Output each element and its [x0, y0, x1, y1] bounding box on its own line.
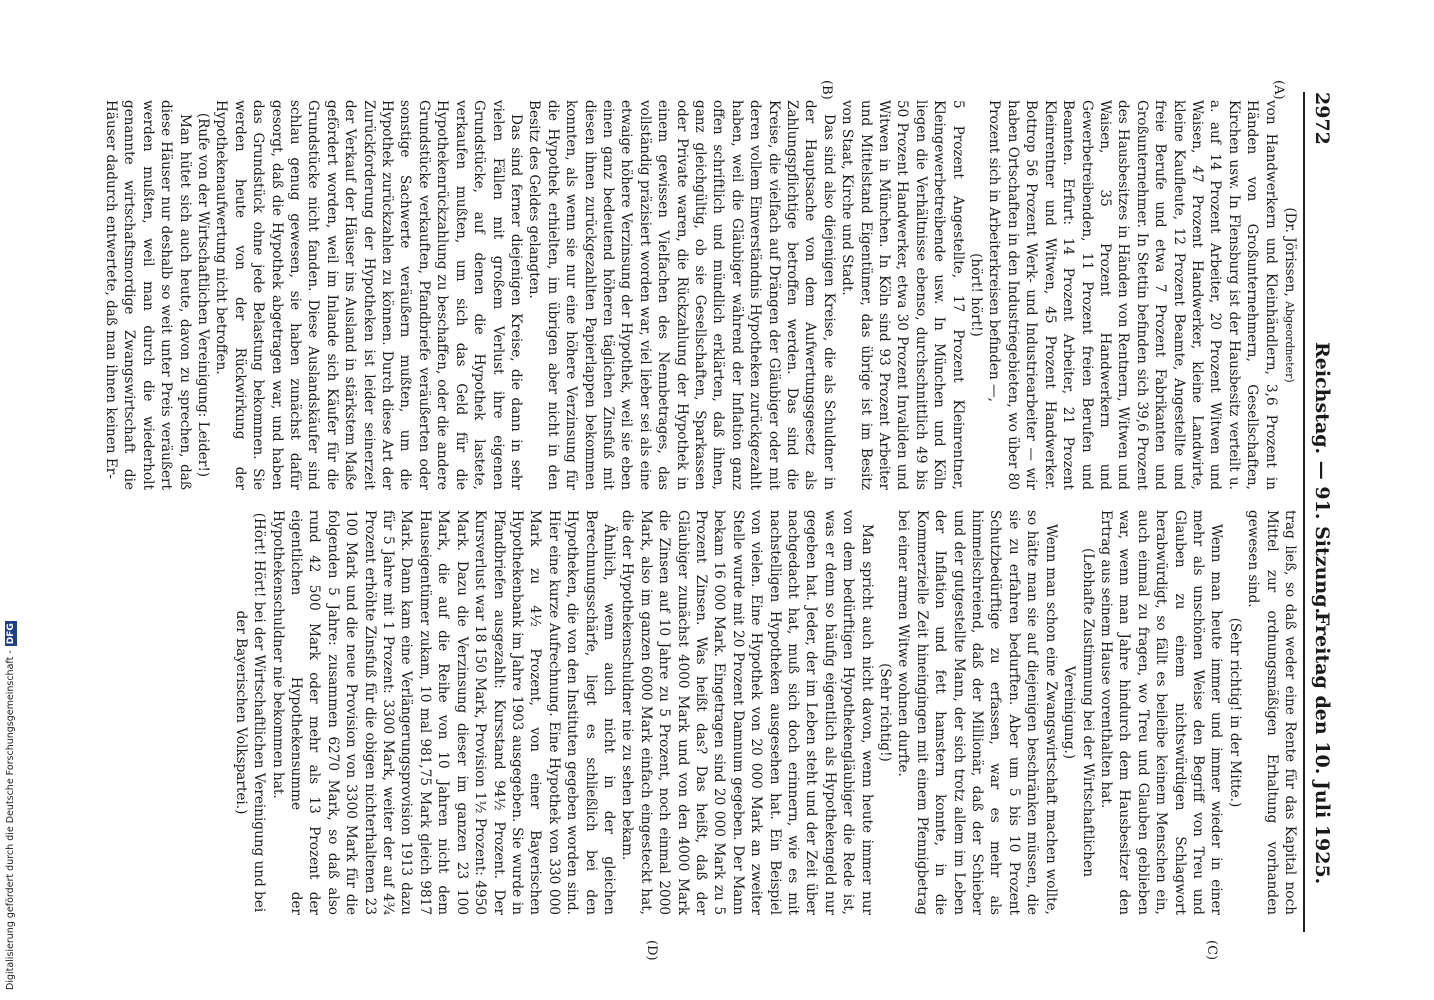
- speaker-role: Abgeordneter): [1283, 301, 1296, 383]
- paragraph: Man spricht auch nicht davon, wenn heute immer nur von dem bedürftigen Hypothekengläubiger die Rede ist, was er denn so häufig eigentlich als Hypothekengeld nur gegeben hat. Jeder, der im Leben steht und der Zeit über nachgedacht hat, muß sich doch erinnern, wie es mit nachstelligen Hypotheken ausgesehen hat. Ein Beispiel von vielen. Eine Hypothek von 20 000 Mark an zweiter Stelle wurde mit 20 Prozent Damnum gegeben. Der Mann bekam 16 000 Mark. Eingetragen sind 20 000 Mark zu 5 Prozent Zinsen. Was heißt das? Das heißt, daß der Gläubiger zunächst 4000 Mark und von den 4000 Mark die Zinsen auf 10 Jahre zu 5 Prozent, noch einmal 2000 Mark, also im ganzen 6000 Mark einfach eingesteckt hat, die der Hypothekenschuldner nie zu sehen bekam.: [619, 510, 875, 915]
- session-date: Freitag den 10. Juli 1925.: [1311, 612, 1333, 885]
- text-column-left: [102, 100, 1299, 490]
- paragraph: 5 Prozent Angestellte, 17 Prozent Kleinrentner, Kleingewerbetreibende usw. In München und Köln liegen die Verhältnisse ebenso, durchschnittlich 49 bis 50 Prozent Handwerker, etwa 30 Prozent Invaliden und Witwen in München. In Köln sind 93 Prozent Arbeiter und Mittelstand Eigentümer, das übrige ist im Besitz von Staat, Kirche und Stadt.: [839, 100, 966, 490]
- margin-marker-a: (A): [1271, 80, 1286, 100]
- digitization-footer: [4, 600, 18, 990]
- publication-title: Reichstag. — 91. Sitzung.: [1311, 342, 1333, 615]
- paragraph: Man hütet sich auch heute, davon zu sprechen, daß diese Häuser nur deshalb so weit unter Preis veräußert werden mußten, weil man durch die wiederholt genannte wirtschaftsmordige Zwangswirtschaft die Häuser dadurch entwertete, daß man ihnen keinen Er-: [103, 100, 193, 490]
- margin-marker-c: (C): [1204, 940, 1219, 961]
- interjection: (Sehr richtig!): [877, 663, 894, 762]
- paragraph: Das sind ferner diejenigen Kreise, die dann in sehr vielen Fällen mit großem Verlust ihre eigenen Grundstücke, auf denen die Hypothek lastete, verkaufen mußten, um sich das Geld für die Hypothekenrückzahlung zu beschaffen, oder die andere Grundstücke verkauften, Pfandbriefe veräußerten oder sonstige Sachwerte veräußern mußten, um die Hypothek zurückzahlen zu können. Durch diese Art der Zurückforderung der Hypotheken ist leider seinerzeit der Verkauf der Häuser ins Ausland in stärkstem Maße gefördert worden, weil im Inlande sich Käufer für die Grundstücke nicht fanden. Diese Auslandskäufer sind schlau genug gewesen, sie haben zunächst dafür gesorgt, daß die Hypothek abgetragen war, und haben das Grundstück ohne jede Belastung bekommen. Sie werden heute von der Rückwirkung der Hypothekenaufwertung nicht betroffen.: [213, 100, 524, 490]
- paragraph: von Handwerkern und Kleinhändlern, 3,6 Prozent in Händen von Großunternehmern, Gesellschaften, Kirchen usw. In Flensburg ist der Hausbesitz verteilt u. a. auf 14 Prozent Arbeiter, 20 Prozent Witwen und Waisen, 47 Prozent Handwerker, kleine Landwirte, kleine Kaufleute, 12 Prozent Beamte, Angestellte und freie Berufe und etwa 7 Prozent Fabrikanten und Großunternehmer. In Stettin befinden sich 39,6 Prozent des Hausbesitzes in Händen von Rentnern, Witwen und Waisen, 35 Prozent Handwerkern und Gewerbetreibenden, 11 Prozent freien Berufen und Beamten. Erfurt: 14 Prozent Arbeiter, 21 Prozent Kleinrentner und Witwen, 45 Prozent Handwerker. Bottrop 56 Prozent Werk- und Industriearbeiter — wir haben Ortschaften in den Industriegebieten, wo über 80 Prozent sich in Arbeiterkreisen befinden —,: [986, 100, 1279, 490]
- interjection: (Sehr richtig! in der Mitte.): [1226, 617, 1243, 808]
- paragraph: Ähnlich, wenn auch nicht in der gleichen Berechnungsschärfe, liegt es schließlich bei den Hypotheken, die von den Instituten gegeben worden sind. Hier eine kurze Aufrechnung. Eine Hypothek von 330 000 Mark zu 4½ Prozent, von einer Bayerischen Hypothekenbank im Jahre 1903 ausgegeben. Sie wurde in Pfandbriefen ausgezahlt: Kursstand 94½ Prozent. Der Kursverlust war 18 150 Mark, Provision 1½ Prozent: 4950 Mark. Dazu die Verzinsung dieser im ganzen 23 100 Mark, die auf die Reihe von 10 Jahren nicht dem Hauseigentümer zukam, 10 mal 981,75 Mark gleich 9817 Mark. Dann kam eine Verlängerungsprovision 1913 dazu für 5 Jahre mit 1 Prozent: 3300 Mark, weiter der auf 4¾ Prozent erhöhte Zinsfuß für die obigen nichterhaltenen 23 100 Mark und die neue Provision von 3300 Mark für die folgenden 5 Jahre: zusammen 6270 Mark, so daß also rund 42 500 Mark oder mehr als 13 Prozent der eigentlichen Hypothekensumme der Hypothekenschuldner nie bekommen hat.: [269, 510, 617, 915]
- margin-marker-b: (B): [819, 80, 834, 100]
- interjection: (Rufe von der Wirtschaftlichen Vereinigung: Leider!): [195, 112, 212, 478]
- page-number: 2972: [1311, 92, 1333, 145]
- interjection: (Lebhafte Zustimmung bei der Wirtschaftlichen Vereinigung.): [1061, 548, 1096, 877]
- paragraph: Wenn man schon eine Zwangswirtschaft machen wollte, so hätte man sie auf diejenigen beschränken müssen, die sie zu erfahren bedurften. Aber um 5 bis 10 Prozent Schutzbedürftige zu erfassen, war es mehr als himmelschreiend, daß der Millionär, daß der Schieber und der gutgestellte Mann, der sich trotz allem im Leben der Inflation und fett hamstern konnte, in die Kommerzielle Zeit hineingingen mit einem Pfennigbetrag bei einer armen Witwe wohnen durfte.: [895, 510, 1059, 915]
- speaker-name: (Dr. Jörissen,: [1282, 207, 1298, 297]
- text-column-right: [231, 510, 1299, 915]
- speaker-line: [1280, 100, 1299, 490]
- footer-credit: Digitalisierung gefördert durch die Deutsche Forschungsgemeinschaft -: [5, 650, 16, 990]
- interjection: (hört! hört!): [968, 253, 985, 337]
- dfg-logo: DFG: [5, 623, 16, 645]
- paragraph: Das sind also diejenigen Kreise, die als Schuldner in der Hauptsache von dem Aufwertungsgesetz als Zahlungspflichtige betroffen werden. Das sind die Kreise, die vielfach auf Drängen der Gläubiger oder mit deren vollem Einverständnis Hypotheken zurückgezahlt haben, weil die Gläubiger während der Inflation ganz offen schriftlich und mündlich erklärten, daß ihnen, ganz gleichgültig, ob sie Gesellschaften, Sparkassen oder Private waren, die Rückzahlung der Hypothek in einem gewissen Vielfachen des Nennbetrages, das vollständig präzisiert worden war, viel lieber sei als eine etwaige höhere Verzinsung der Hypothek, weil sie eben einen ganz bedeutend höheren täglichen Zinsfuß mit diesen ihnen zurückgezahlten Papierlappen bekommen konnten, als wenn sie nur eine höhere Verzinsung für die Hypothek erhielten, im übrigen aber nicht in den Besitz des Geldes gelangten.: [526, 100, 837, 490]
- paragraph: Wenn man heute immer und immer wieder in einer mehr als unschönen Weise den Begriff von Treu und Glauben zu einem nichtswürdigen Schlagwort herabwürdigt, so fällt es beileibe keinem Menschen ein, auch einmal zu fragen, wo Treu und Glauben geblieben war, wenn man Jahre hindurch dem Hausbesitzer den Ertrag aus seinem Hause vorenthalten hat.: [1097, 510, 1225, 915]
- interjection: (Hört! Hört! bei der Wirtschaftlichen Vereinigung und bei der Bayerischen Volkspartei.): [232, 512, 268, 913]
- page-header: [1303, 92, 1339, 932]
- paragraph: trag ließ, so daß weder eine Rente für das Kapital noch Mittel zur ordnungsmäßigen Erhaltung vorhanden gewesen sind.: [1245, 510, 1298, 915]
- margin-marker-d: (D): [644, 940, 659, 961]
